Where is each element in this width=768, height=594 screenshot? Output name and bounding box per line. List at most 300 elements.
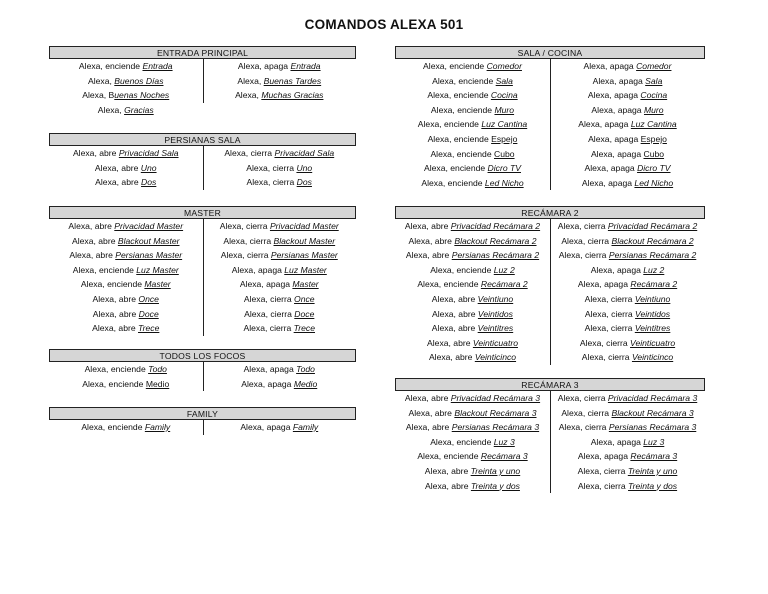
command-keyword: Entrada — [290, 61, 321, 71]
command-row — [395, 263, 550, 278]
command-keyword: Luz Cantina — [630, 119, 677, 130]
command-keyword: Blackout Master — [273, 235, 336, 246]
command-keyword: Veinticinco — [474, 352, 517, 363]
command-keyword: Recámara 3 — [480, 451, 528, 462]
command-prefix: Alexa, abre — [92, 293, 139, 304]
command-row — [203, 219, 357, 234]
column-right — [203, 420, 357, 435]
command-row — [550, 420, 705, 435]
command-row — [49, 321, 203, 336]
command-row — [550, 234, 705, 249]
command-prefix: Alexa, enciende — [82, 378, 146, 389]
command-row — [203, 321, 357, 336]
command-row — [550, 161, 705, 176]
command-keyword: Veinticuatro — [472, 337, 518, 348]
command-keyword: Luz Master — [284, 264, 327, 275]
command-row — [395, 406, 550, 421]
section-header: RECÁMARA 2 — [395, 206, 705, 219]
command-keyword: Privacidad Master — [269, 221, 339, 231]
command-row — [550, 277, 705, 292]
command-row — [49, 263, 203, 278]
command-keyword: Luz 3 — [493, 436, 515, 447]
command-prefix: Alexa, enciende — [84, 364, 149, 374]
command-keyword: Cocina — [640, 90, 668, 101]
command-keyword: Buenos Días — [114, 75, 164, 86]
command-keyword: Veintiuno — [477, 293, 514, 304]
command-prefix: Alexa, apaga — [243, 364, 297, 374]
command-prefix: Alexa, cierra — [220, 250, 271, 261]
command-row — [49, 103, 203, 118]
command-row — [203, 74, 357, 89]
command-prefix: Alexa, apaga — [590, 436, 644, 447]
command-keyword: Recámara 2 — [630, 279, 678, 290]
command-prefix: Alexa, abre — [431, 323, 478, 334]
command-row — [550, 336, 705, 351]
command-keyword: uenas Noches — [114, 90, 170, 101]
section-header: SALA / COCINA — [395, 46, 705, 59]
command-keyword: Sala — [645, 75, 663, 86]
command-prefix: Alexa, cierra — [581, 352, 632, 363]
command-row — [203, 420, 357, 435]
command-prefix: Alexa, apaga — [577, 451, 631, 462]
command-row — [395, 277, 550, 292]
command-row — [49, 161, 203, 176]
command-keyword: Luz 2 — [643, 264, 665, 275]
column-right — [550, 391, 705, 493]
command-prefix: Alexa, abre — [94, 162, 141, 173]
command-keyword: Veintiuno — [634, 293, 671, 304]
command-keyword: Persianas Master — [270, 250, 338, 261]
command-prefix: Alexa, apaga — [581, 177, 635, 188]
command-prefix: Alexa, cierra — [558, 250, 609, 261]
command-keyword: Luz Master — [136, 264, 179, 275]
section-sala — [395, 46, 705, 190]
command-row — [395, 234, 550, 249]
command-keyword: Espejo — [491, 133, 518, 144]
command-prefix: Alexa, apaga — [231, 264, 285, 275]
command-prefix: Alexa, abre — [404, 221, 451, 231]
command-prefix: Alexa, apaga — [583, 61, 637, 71]
command-prefix: Alexa, cierra — [584, 308, 636, 319]
command-keyword: Buenas Tardes — [263, 75, 322, 86]
command-row — [395, 391, 550, 406]
command-keyword: Uno — [140, 162, 157, 173]
column-left — [49, 362, 203, 391]
command-prefix: Alexa, cierra — [584, 293, 635, 304]
command-row — [550, 117, 705, 132]
command-keyword: Led Nicho — [484, 177, 524, 188]
command-prefix: Alexa, abre — [424, 465, 471, 476]
command-prefix: Alexa, abre — [408, 235, 455, 246]
command-keyword: Persianas Master — [115, 250, 183, 261]
command-prefix: Alexa, — [97, 104, 125, 115]
command-prefix: Alexa, cierra — [557, 221, 608, 231]
command-keyword: Uno — [296, 162, 313, 173]
command-prefix: Alexa, apaga — [584, 163, 638, 174]
command-row — [550, 391, 705, 406]
command-prefix: Alexa, enciende — [421, 177, 485, 188]
command-row — [395, 292, 550, 307]
command-row — [203, 234, 357, 249]
column-divider — [550, 59, 551, 190]
command-row — [49, 219, 203, 234]
command-keyword: Trece — [293, 323, 315, 334]
command-row — [395, 59, 550, 74]
command-row — [203, 263, 357, 278]
column-right — [550, 59, 705, 190]
command-row — [395, 219, 550, 234]
section-focos — [49, 349, 356, 391]
section-header: PERSIANAS SALA — [49, 133, 356, 146]
command-row — [49, 175, 203, 190]
command-row — [203, 292, 357, 307]
command-prefix: Alexa, abre — [408, 407, 455, 418]
command-keyword: Sala — [495, 75, 513, 86]
section-master — [49, 206, 356, 336]
command-prefix: Alexa, apaga — [240, 422, 293, 432]
command-prefix: Alexa, abre — [405, 250, 452, 261]
command-keyword: Blackout Recámara 3 — [454, 407, 537, 418]
command-prefix: Alexa, B — [82, 90, 115, 101]
column-right — [203, 146, 357, 190]
command-row — [49, 292, 203, 307]
command-keyword: Veinticinco — [631, 352, 674, 363]
command-keyword: Gracias — [124, 104, 154, 115]
command-keyword: Dos — [296, 177, 312, 188]
column-left — [49, 59, 203, 117]
command-row — [550, 59, 705, 74]
command-prefix: Alexa, apaga — [239, 279, 293, 290]
command-row — [550, 263, 705, 278]
command-prefix: Alexa, apaga — [590, 148, 644, 159]
command-prefix: Alexa, — [88, 75, 115, 86]
command-row — [550, 219, 705, 234]
command-row — [49, 362, 203, 377]
command-row — [550, 321, 705, 336]
command-keyword: Trece — [138, 323, 160, 334]
command-keyword: Blackout Recámara 2 — [611, 235, 694, 246]
command-keyword: Persianas Recámara 2 — [608, 250, 697, 261]
column-divider — [203, 219, 204, 336]
command-keyword: Privacidad Recámara 2 — [450, 221, 541, 231]
command-row — [49, 74, 203, 89]
command-row — [203, 146, 357, 161]
command-row — [203, 362, 357, 377]
command-prefix: Alexa, apaga — [578, 119, 631, 130]
section-header: TODOS LOS FOCOS — [49, 349, 356, 362]
command-keyword: Dicro TV — [487, 163, 521, 174]
section-persianas — [49, 133, 356, 190]
command-prefix: Alexa, cierra — [219, 221, 270, 231]
command-prefix: Alexa, abre — [72, 235, 118, 246]
command-keyword: Recámara 3 — [630, 451, 678, 462]
command-row — [550, 464, 705, 479]
command-keyword: Once — [294, 293, 315, 304]
section-rec3 — [395, 378, 705, 493]
command-prefix: Alexa, enciende — [417, 119, 482, 130]
command-keyword: Veinticuatro — [630, 337, 676, 348]
command-keyword: Persianas Recámara 3 — [451, 422, 540, 433]
column-right — [203, 59, 357, 117]
section-entrada — [49, 46, 356, 117]
command-row — [550, 132, 705, 147]
command-prefix: Alexa, enciende — [430, 148, 494, 159]
command-keyword: Medio — [145, 378, 170, 389]
command-prefix: Alexa, abre — [72, 148, 119, 158]
command-prefix: Alexa, cierra — [244, 308, 295, 319]
command-prefix: Alexa, abre — [432, 308, 478, 319]
column-divider — [203, 362, 204, 391]
command-prefix: Alexa, cierra — [558, 422, 609, 433]
command-keyword: Veintitres — [634, 323, 671, 334]
command-prefix: Alexa, enciende — [432, 75, 496, 86]
command-prefix: Alexa, cierra — [557, 393, 608, 403]
column-divider — [203, 420, 204, 435]
command-row — [395, 103, 550, 118]
command-prefix: Alexa, abre — [68, 221, 115, 231]
command-keyword: Cocina — [490, 90, 518, 101]
command-prefix: Alexa, cierra — [246, 162, 297, 173]
command-prefix: Alexa, enciende — [427, 90, 491, 101]
command-row — [395, 117, 550, 132]
command-row — [49, 277, 203, 292]
command-prefix: Alexa, enciende — [427, 133, 492, 144]
command-prefix: Alexa, abre — [425, 480, 471, 491]
command-prefix: Alexa, abre — [92, 308, 139, 319]
section-header: MASTER — [49, 206, 356, 219]
command-keyword: Privacidad Sala — [274, 148, 335, 158]
command-keyword: Entrada — [142, 61, 173, 71]
command-keyword: Muro — [494, 104, 515, 115]
command-row — [550, 248, 705, 263]
command-prefix: Alexa, apaga — [591, 104, 644, 115]
command-prefix: Alexa, — [237, 75, 264, 86]
command-keyword: Blackout Recámara 3 — [611, 407, 694, 418]
command-prefix: Alexa, apaga — [587, 90, 641, 101]
command-prefix: Alexa, apaga — [577, 279, 631, 290]
command-row — [550, 147, 705, 162]
command-prefix: Alexa, enciende — [430, 104, 495, 115]
command-row — [550, 350, 705, 365]
command-prefix: Alexa, cierra — [579, 337, 631, 348]
command-prefix: Alexa, — [235, 90, 262, 101]
command-keyword: Persianas Recámara 3 — [608, 422, 697, 433]
command-row — [49, 146, 203, 161]
command-keyword: Persianas Recámara 2 — [451, 250, 540, 261]
column-left — [49, 420, 203, 435]
command-row — [395, 336, 550, 351]
command-row — [49, 59, 203, 74]
command-prefix: Alexa, abre — [95, 177, 142, 188]
command-prefix: Alexa, cierra — [577, 480, 629, 491]
command-prefix: Alexa, cierra — [561, 235, 612, 246]
section-header: ENTRADA PRINCIPAL — [49, 46, 356, 59]
command-keyword: Treinta y uno — [470, 465, 521, 476]
command-keyword: Treinta y uno — [627, 465, 678, 476]
command-keyword: Blackout Recámara 2 — [454, 235, 537, 246]
section-header: FAMILY — [49, 407, 356, 420]
command-row — [395, 420, 550, 435]
command-prefix: Alexa, abre — [404, 393, 451, 403]
command-keyword: Veintidos — [477, 308, 513, 319]
command-prefix: Alexa, abre — [428, 352, 475, 363]
command-keyword: Veintidos — [635, 308, 671, 319]
command-keyword: Cubo — [494, 148, 515, 159]
command-keyword: Master — [144, 279, 171, 290]
command-row — [395, 449, 550, 464]
command-prefix: Alexa, cierra — [224, 148, 275, 158]
column-divider — [203, 59, 204, 103]
command-row — [203, 161, 357, 176]
command-row — [49, 377, 203, 392]
command-row — [395, 176, 550, 191]
command-row — [395, 74, 550, 89]
command-row — [395, 464, 550, 479]
command-prefix: Alexa, enciende — [72, 264, 137, 275]
command-row — [550, 88, 705, 103]
command-row — [550, 176, 705, 191]
command-row — [395, 88, 550, 103]
command-prefix: Alexa, apaga — [241, 378, 294, 389]
command-keyword: Medio — [293, 378, 318, 389]
section-rec2 — [395, 206, 705, 365]
command-prefix: Alexa, abre — [431, 293, 478, 304]
command-keyword: Dos — [141, 177, 157, 188]
command-row — [550, 74, 705, 89]
command-keyword: Veintitres — [477, 323, 514, 334]
command-prefix: Alexa, cierra — [246, 177, 297, 188]
column-divider — [550, 391, 551, 493]
column-left — [49, 219, 203, 336]
command-row — [395, 132, 550, 147]
section-family — [49, 407, 356, 435]
command-keyword: Led Nicho — [634, 177, 674, 188]
command-prefix: Alexa, enciende — [81, 422, 145, 432]
command-prefix: Alexa, enciende — [424, 163, 488, 174]
command-keyword: Treinta y dos — [628, 480, 678, 491]
command-prefix: Alexa, cierra — [561, 407, 612, 418]
command-prefix: Alexa, enciende — [78, 61, 143, 71]
command-row — [395, 479, 550, 494]
command-row — [203, 277, 357, 292]
command-keyword: Todo — [296, 364, 315, 374]
command-row — [395, 435, 550, 450]
command-prefix: Alexa, apaga — [237, 61, 291, 71]
command-keyword: Todo — [148, 364, 167, 374]
command-row — [203, 377, 357, 392]
command-row — [395, 161, 550, 176]
column-right — [203, 219, 357, 336]
command-row — [550, 103, 705, 118]
command-row — [395, 248, 550, 263]
command-keyword: Comedor — [636, 61, 672, 71]
command-row — [395, 350, 550, 365]
command-keyword: Recámara 2 — [480, 279, 528, 290]
command-prefix: Alexa, enciende — [80, 279, 145, 290]
command-keyword: Muchas Gracias — [261, 90, 324, 101]
column-right — [203, 362, 357, 391]
command-keyword: Privacidad Sala — [118, 148, 179, 158]
command-row — [49, 234, 203, 249]
command-row — [395, 321, 550, 336]
command-prefix: Alexa, abre — [92, 323, 139, 334]
command-keyword: Espejo — [640, 133, 667, 144]
command-row — [550, 307, 705, 322]
command-keyword: Comedor — [486, 61, 522, 71]
command-prefix: Alexa, abre — [427, 337, 473, 348]
column-left — [395, 391, 550, 493]
command-prefix: Alexa, apaga — [590, 264, 644, 275]
command-row — [550, 292, 705, 307]
command-keyword: Privacidad Recámara 2 — [607, 221, 698, 231]
command-prefix: Alexa, abre — [69, 250, 116, 261]
command-row — [49, 248, 203, 263]
command-keyword: Family — [144, 422, 171, 432]
document-title: COMANDOS ALEXA 501 — [304, 17, 464, 32]
command-row — [49, 88, 203, 103]
command-keyword: Luz 2 — [493, 264, 515, 275]
column-left — [395, 219, 550, 365]
command-keyword: Blackout Master — [117, 235, 180, 246]
command-keyword: Privacidad Recámara 3 — [450, 393, 541, 403]
command-row — [395, 147, 550, 162]
command-row — [203, 307, 357, 322]
command-keyword: Luz Cantina — [481, 119, 528, 130]
command-prefix: Alexa, cierra — [243, 293, 295, 304]
command-keyword: Doce — [138, 308, 159, 319]
command-row — [203, 59, 357, 74]
section-header: RECÁMARA 3 — [395, 378, 705, 391]
command-prefix: Alexa, enciende — [417, 279, 481, 290]
command-row — [550, 449, 705, 464]
command-row — [550, 406, 705, 421]
command-row — [49, 420, 203, 435]
command-keyword: Doce — [294, 308, 315, 319]
column-left — [49, 146, 203, 190]
command-keyword: Luz 3 — [643, 436, 665, 447]
column-left — [395, 59, 550, 190]
command-keyword: Dicro TV — [637, 163, 671, 174]
command-prefix: Alexa, enciende — [430, 436, 494, 447]
command-prefix: Alexa, enciende — [430, 264, 494, 275]
command-keyword: Muro — [643, 104, 664, 115]
command-prefix: Alexa, enciende — [423, 61, 487, 71]
command-prefix: Alexa, abre — [405, 422, 452, 433]
command-row — [203, 248, 357, 263]
command-row — [550, 435, 705, 450]
command-keyword: Privacidad Master — [114, 221, 184, 231]
command-prefix: Alexa, cierra — [243, 323, 294, 334]
command-row — [203, 175, 357, 190]
column-divider — [203, 146, 204, 190]
command-keyword: Cubo — [643, 148, 665, 159]
command-keyword: Treinta y dos — [470, 480, 520, 491]
command-row — [203, 88, 357, 103]
command-row — [550, 479, 705, 494]
command-prefix: Alexa, cierra — [223, 235, 274, 246]
command-keyword: Privacidad Recámara 3 — [607, 393, 698, 403]
command-prefix: Alexa, cierra — [584, 323, 635, 334]
command-prefix: Alexa, enciende — [417, 451, 481, 462]
command-prefix: Alexa, cierra — [577, 465, 628, 476]
column-right — [550, 219, 705, 365]
command-row — [395, 307, 550, 322]
command-prefix: Alexa, apaga — [592, 75, 646, 86]
command-keyword: Family — [292, 422, 319, 432]
command-keyword: Once — [138, 293, 159, 304]
command-prefix: Alexa, apaga — [588, 133, 641, 144]
column-divider — [550, 219, 551, 365]
